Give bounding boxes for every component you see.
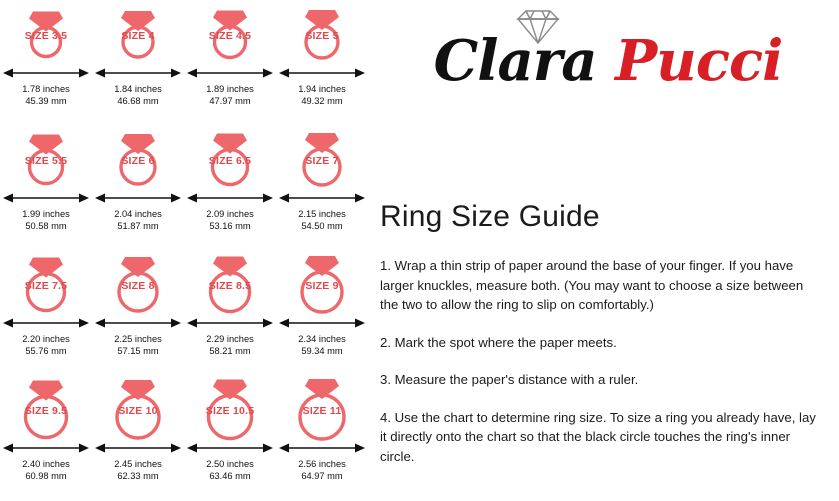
ring-measurements [114, 84, 162, 107]
ring-illustration [0, 375, 92, 441]
ring-size-cell [184, 375, 276, 500]
measure-arrow [92, 66, 184, 80]
ring-inches: 1.94 inches [298, 84, 346, 94]
measure-arrow [92, 441, 184, 455]
ring-illustration [0, 0, 92, 66]
ring-illustration [92, 125, 184, 191]
ring-mm: 54.50 mm [301, 220, 343, 231]
ring-measurements [22, 459, 70, 482]
measure-arrow [184, 441, 276, 455]
ring-size-cell [92, 0, 184, 125]
ring-measurements [22, 84, 70, 107]
measure-arrow [184, 316, 276, 330]
brand-wordmark [378, 28, 838, 94]
ring-mm: 47.97 mm [209, 95, 251, 106]
instruction-step: 3. Measure the paper's distance with a ruler. [380, 372, 639, 387]
ring-inches: 2.25 inches [114, 334, 162, 344]
ring-size-label: SIZE 4 [121, 30, 155, 42]
ring-size-label: SIZE 8 [121, 280, 155, 292]
ring-mm: 55.76 mm [25, 345, 67, 356]
ring-illustration [0, 125, 92, 191]
ring-measurements [298, 334, 346, 357]
chart-row [0, 0, 368, 125]
ring-size-label: SIZE 5.5 [24, 155, 68, 167]
ring-size-label: SIZE 4.5 [208, 30, 252, 42]
ring-size-cell [276, 250, 368, 375]
chart-row [0, 250, 368, 375]
ring-size-label: SIZE 9.5 [24, 405, 68, 417]
brand-logo [372, 0, 839, 118]
ring-illustration [276, 250, 368, 316]
ring-size-cell [0, 0, 92, 125]
ring-illustration [184, 125, 276, 191]
ring-measurements [114, 209, 162, 232]
ring-illustration [184, 0, 276, 66]
instructions-list [380, 256, 818, 466]
ring-mm: 57.15 mm [117, 345, 159, 356]
ring-measurements [298, 84, 346, 107]
measure-arrow [276, 191, 368, 205]
ring-size-label: SIZE 10 [118, 405, 158, 417]
ring-size-label: SIZE 7 [305, 155, 339, 167]
ring-illustration [92, 250, 184, 316]
ring-size-cell [276, 0, 368, 125]
ring-inches: 2.40 inches [22, 459, 70, 469]
ring-mm: 46.68 mm [117, 95, 159, 106]
ring-size-cell [92, 375, 184, 500]
ring-size-cell [276, 125, 368, 250]
measure-arrow [0, 316, 92, 330]
chart-row [0, 125, 368, 250]
brand-word-1: Clara [433, 28, 597, 94]
ring-size-cell [184, 0, 276, 125]
ring-size-cell [184, 250, 276, 375]
ring-size-label: SIZE 11 [302, 405, 342, 417]
ring-illustration [92, 375, 184, 441]
ring-size-label: SIZE 9 [305, 280, 339, 292]
ring-inches: 2.09 inches [206, 209, 254, 219]
ring-mm: 63.46 mm [209, 470, 251, 481]
measure-arrow [92, 316, 184, 330]
ring-measurements [206, 84, 254, 107]
ring-size-cell [92, 250, 184, 375]
ring-size-label: SIZE 6.5 [208, 155, 252, 167]
ring-mm: 45.39 mm [25, 95, 67, 106]
brand-word-2: Pucci [615, 28, 783, 94]
ring-mm: 51.87 mm [117, 220, 159, 231]
ring-measurements [298, 459, 346, 482]
ring-size-cell [0, 250, 92, 375]
ring-illustration [276, 125, 368, 191]
instruction-step: 4. Use the chart to determine ring size. To size a ring you already have, lay it directly onto the chart so that the black circle touches the ring's inner circle. [380, 409, 816, 464]
ring-mm: 59.34 mm [301, 345, 343, 356]
measure-arrow [0, 441, 92, 455]
ring-mm: 58.21 mm [209, 345, 251, 356]
ring-inches: 1.78 inches [22, 84, 70, 94]
ring-inches: 1.99 inches [22, 209, 70, 219]
ring-inches: 2.50 inches [206, 459, 254, 469]
ring-measurements [206, 209, 254, 232]
ring-illustration [0, 250, 92, 316]
instruction-step: 1. Wrap a thin strip of paper around the base of your finger. If you have larger knuckles, measure both. (You may want to choose a size between the two to allow the ring to slip on comfortably.) [380, 258, 804, 312]
ring-size-cell [92, 125, 184, 250]
ring-mm: 50.58 mm [25, 220, 67, 231]
measure-arrow [184, 191, 276, 205]
ring-measurements [206, 459, 254, 482]
instruction-step: 2. Mark the spot where the paper meets. [380, 334, 617, 350]
ring-inches: 2.20 inches [22, 334, 70, 344]
ring-inches: 2.45 inches [114, 459, 162, 469]
ring-mm: 62.33 mm [117, 470, 159, 481]
ring-measurements [22, 209, 70, 232]
ring-size-cell [184, 125, 276, 250]
ring-size-cell [0, 125, 92, 250]
ring-inches: 1.89 inches [206, 84, 254, 94]
ring-inches: 1.84 inches [114, 84, 162, 94]
measure-arrow [0, 66, 92, 80]
ring-mm: 49.32 mm [301, 95, 343, 106]
ring-inches: 2.29 inches [206, 334, 254, 344]
ring-size-label: SIZE 6 [121, 155, 155, 167]
ring-mm: 64.97 mm [301, 470, 343, 481]
ring-mm: 53.16 mm [209, 220, 251, 231]
ring-size-cell [0, 375, 92, 500]
measure-arrow [276, 441, 368, 455]
page-title: Ring Size Guide [380, 200, 600, 233]
measure-arrow [276, 66, 368, 80]
ring-inches: 2.15 inches [298, 209, 346, 219]
ring-size-chart [0, 0, 368, 501]
ring-measurements [114, 334, 162, 357]
ring-inches: 2.34 inches [298, 334, 346, 344]
ring-measurements [298, 209, 346, 232]
ring-measurements [114, 459, 162, 482]
guide-panel [372, 0, 839, 501]
ring-size-label: SIZE 3.5 [24, 30, 68, 42]
measure-arrow [184, 66, 276, 80]
measure-arrow [276, 316, 368, 330]
ring-illustration [92, 0, 184, 66]
ring-illustration [276, 375, 368, 441]
ring-size-label: SIZE 8.5 [208, 280, 252, 292]
measure-arrow [92, 191, 184, 205]
ring-illustration [184, 250, 276, 316]
ring-measurements [206, 334, 254, 357]
ring-mm: 60.98 mm [25, 470, 67, 481]
chart-row [0, 375, 368, 500]
ring-illustration [276, 0, 368, 66]
ring-size-label: SIZE 10.5 [205, 405, 255, 417]
ring-inches: 2.56 inches [298, 459, 346, 469]
ring-size-cell [276, 375, 368, 500]
measure-arrow [0, 191, 92, 205]
ring-illustration [184, 375, 276, 441]
ring-inches: 2.04 inches [114, 209, 162, 219]
ring-measurements [22, 334, 70, 357]
ring-size-label: SIZE 7.5 [24, 280, 68, 292]
ring-size-label: SIZE 5 [305, 30, 339, 42]
